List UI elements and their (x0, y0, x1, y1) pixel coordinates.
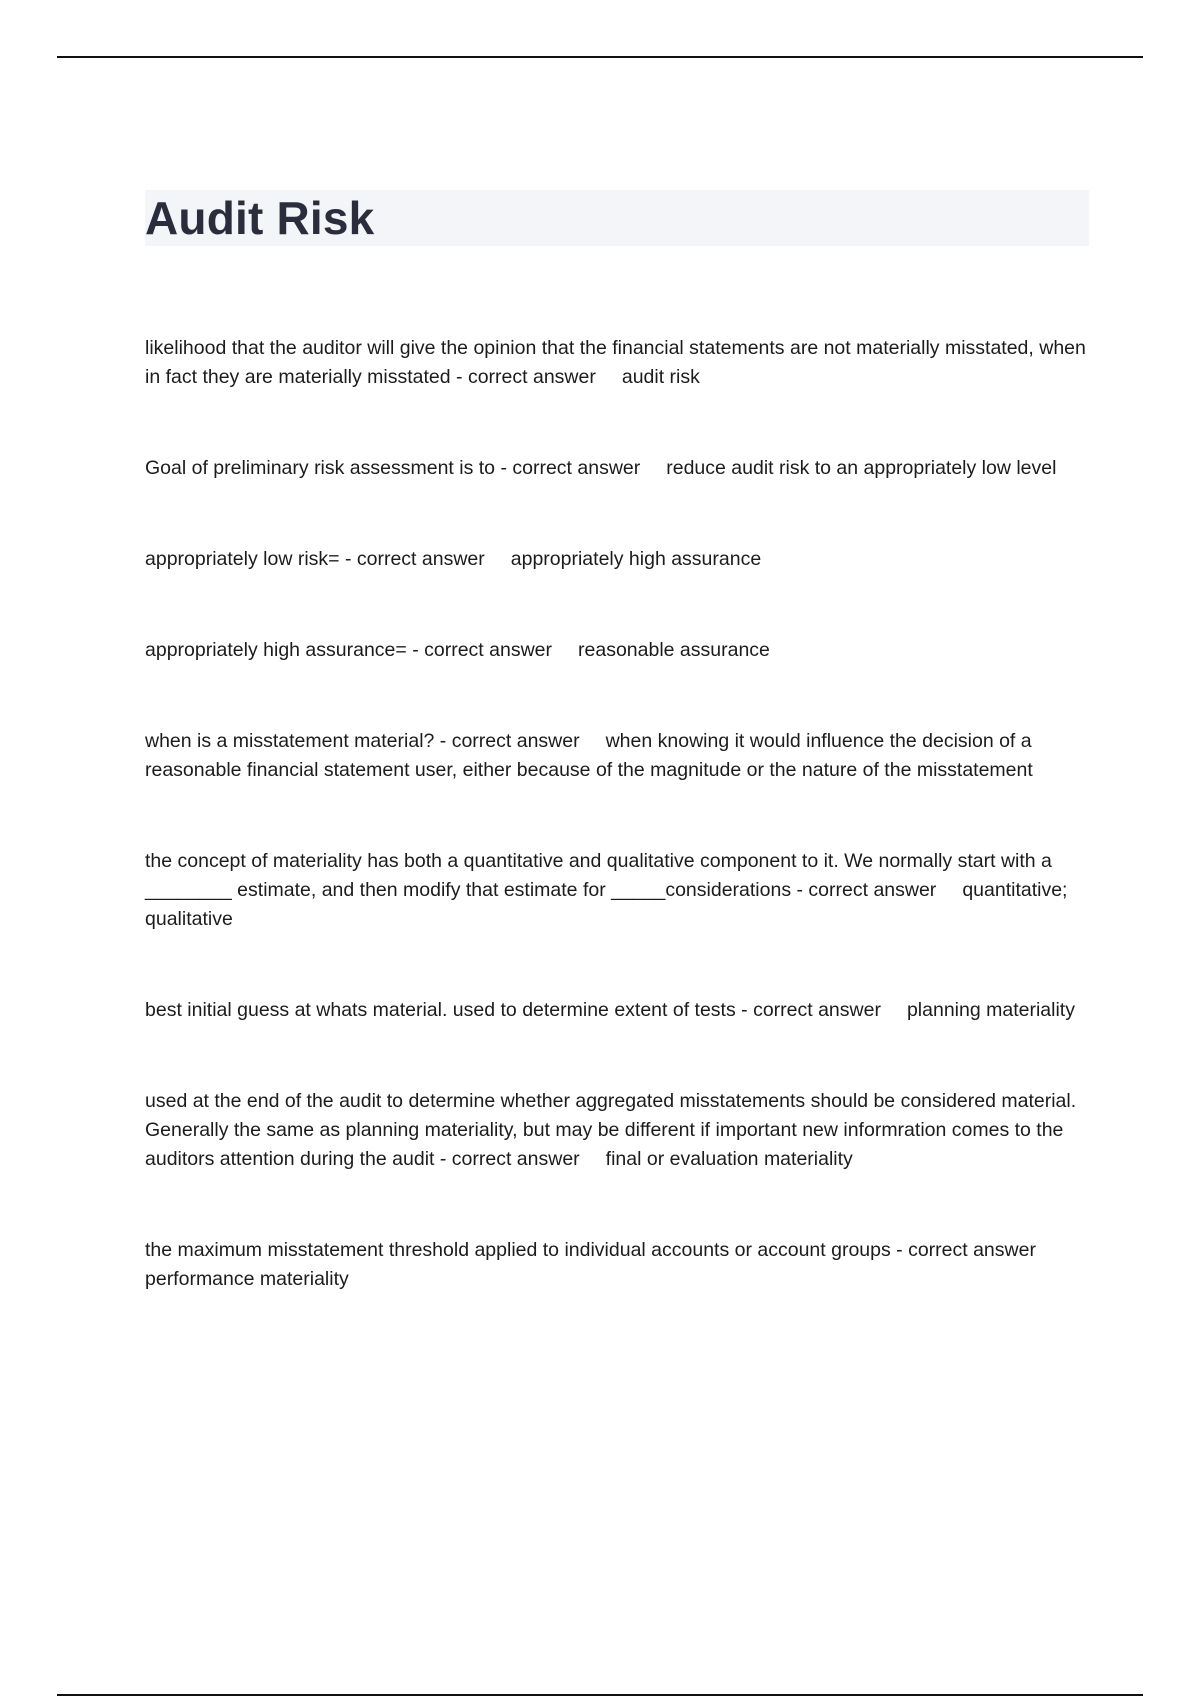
question-text: when is a misstatement material? (145, 730, 435, 752)
answer-text: when knowing it would influence the decision of a reasonable financial statement user, either because of the magnitude or the nature of the misstatement (145, 730, 1033, 781)
qa-item (145, 636, 1091, 665)
answer-text: planning materiality (906, 999, 1075, 1021)
qa-item (145, 727, 1091, 785)
answer-text: audit risk (621, 366, 700, 388)
question-text: the maximum misstatement threshold applied to individual accounts or account groups (145, 1239, 891, 1261)
answer-separator: - correct answer (896, 1239, 1036, 1261)
answer-separator: - correct answer (500, 457, 641, 479)
answer-separator: - correct answer (796, 879, 937, 901)
answer-separator: - correct answer (344, 548, 485, 570)
question-text: best initial guess at whats material. used to determine extent of tests (145, 999, 736, 1021)
answer-separator: - correct answer (439, 730, 580, 752)
qa-item (145, 1087, 1091, 1174)
answer-separator: - correct answer (412, 639, 553, 661)
answer-separator: - correct answer (439, 1148, 580, 1170)
qa-item (145, 334, 1091, 392)
answer-text: performance materiality (145, 1268, 349, 1290)
qa-list (145, 334, 1091, 1294)
qa-item (145, 847, 1091, 934)
answer-text: appropriately high assurance (510, 548, 762, 570)
answer-text: reduce audit risk to an appropriately low level (666, 457, 1057, 479)
qa-item (145, 1236, 1091, 1294)
answer-separator: - correct answer (741, 999, 881, 1021)
page-title: Audit Risk (145, 192, 375, 244)
answer-text: quantitative; qualitative (145, 879, 1068, 930)
question-text: Goal of preliminary risk assessment is to (145, 457, 496, 479)
question-text: appropriately high assurance= (145, 639, 407, 661)
question-text: used at the end of the audit to determine whether aggregated misstatements should be considered material. Generally the same as planning materiality, but may be different if important new informration comes to the auditors attention during the audit (145, 1090, 1077, 1170)
answer-separator: - correct answer (456, 366, 596, 388)
bottom-rule (57, 1694, 1143, 1696)
answer-text: final or evaluation materiality (605, 1148, 853, 1170)
qa-item (145, 996, 1091, 1025)
question-text: likelihood that the auditor will give the opinion that the financial statements are not materially misstated, when in fact they are materially misstated (145, 337, 1086, 388)
answer-text: reasonable assurance (578, 639, 770, 661)
qa-item (145, 545, 1091, 574)
question-text: appropriately low risk= (145, 548, 340, 570)
qa-item (145, 454, 1091, 483)
top-rule (57, 56, 1143, 58)
question-text: the concept of materiality has both a quantitative and qualitative component to it. We normally start with a ________ estimate, and then modify that estimate for _____considerations (145, 850, 1052, 901)
